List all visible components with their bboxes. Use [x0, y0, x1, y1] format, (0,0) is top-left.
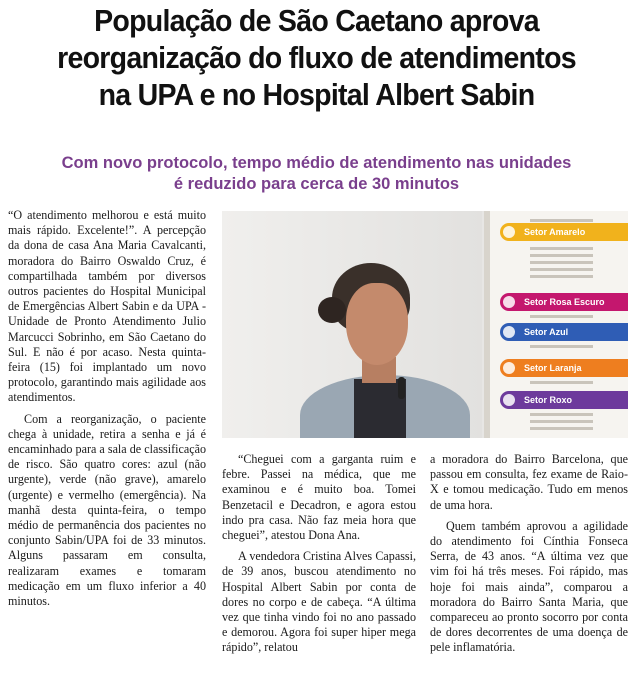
sign-row-blue — [500, 323, 628, 341]
sign-label: Setor Roxo — [524, 395, 573, 405]
headline-line: reorganização do fluxo de atendimentos — [57, 40, 576, 75]
subtitle — [0, 153, 633, 195]
sign-label: Setor Amarelo — [524, 227, 586, 237]
paragraph: “O atendimento melhorou e está muito mais rápido. Excelente!”. A percepção da dona de casa Ana Maria Cavalcanti, moradora do Bairro Oswaldo Cruz, é compartilhada também por diversos outros pacientes do Hospital Municipal de Emergências Albert Sabin e da UPA - Unidade de Pronto Atendimento Julio Marcucci Sobrinho, em São Caetano do Sul. E não é por acaso. Nesta quinta-feira (15) foi implantado um novo protocolo, garantindo mais agilidade aos atendimentos. — [8, 208, 206, 405]
headline — [25, 2, 607, 113]
article-column-1 — [8, 208, 206, 615]
sign-sublines — [530, 409, 620, 434]
face — [346, 283, 408, 365]
headline-line: na UPA e no Hospital Albert Sabin — [98, 77, 535, 112]
sign-row-purple — [500, 391, 628, 409]
paragraph: Com a reorganização, o paciente chega à unidade, retira a senha e já é encaminhado para a sala de classificação de risco. São quatro cores: azul (não urgente), verde (não grave), amarelo (urgente) e vermelho (emergência). Na manhã desta quinta-feira, o tempo médio de permanência dos pacientes no conjunto Sabin/UPA foi de 33 minutos. Alguns passaram em consulta, realizaram exames e tomaram medicação em um fluxo inferior a 40 minutos. — [8, 411, 206, 609]
arrow-icon — [503, 226, 515, 238]
paragraph: Quem também aprovou a agilidade do atendimento foi Cínthia Fonseca Serra, de 43 anos. “A última vez que vim foi há três meses. Foi rápido, mas hoje foi mais ainda”, comparou a moradora do Bairro Santa Maria, que compareceu ao pronto socorro por conta de dores decorrentes de uma doença de pele inflamatória. — [430, 518, 628, 655]
paragraph: a moradora do Bairro Barcelona, que passou em consulta, fez exame de Raio-X e tomou medicação. Tudo em menos de uma hora. — [430, 452, 628, 512]
arrow-icon — [503, 296, 515, 308]
sign-sublines — [530, 377, 620, 388]
subtitle-line: Com novo protocolo, tempo médio de atendimento nas unidades — [61, 154, 572, 172]
paragraph: “Cheguei com a garganta ruim e febre. Passei na médica, que me examinou e é muito boa. Tomei Benzetacil e Decadron, e agora estou indo pra casa. Não faz meia hora que cheguei”, atestou Dona Ana. — [222, 452, 416, 543]
sign-label: Setor Rosa Escuro — [524, 297, 605, 307]
sign-sublines — [530, 311, 620, 322]
arrow-icon — [503, 326, 515, 338]
sign-label: Setor Azul — [524, 327, 569, 337]
sign-row-yellow — [500, 223, 628, 241]
sign-sublines — [530, 243, 620, 282]
sign-row-pink — [500, 293, 628, 311]
sign-label: Setor Laranja — [524, 363, 582, 373]
sector-sign-panel — [484, 211, 628, 438]
paragraph: A vendedora Cristina Alves Capassi, de 39 anos, buscou atendimento no Hospital Albert Sabin por conta de dores no corpo e de cabeça. “A última vez que tinha vindo foi no ano passado e demorou. Agora foi super hiper mega rápido”, relatou — [222, 549, 416, 655]
arrow-icon — [503, 362, 515, 374]
article-column-2 — [222, 452, 416, 662]
article-column-3 — [430, 452, 628, 662]
microphone-icon — [398, 377, 405, 399]
article-photo — [222, 211, 628, 438]
arrow-icon — [503, 394, 515, 406]
sign-row-orange — [500, 359, 628, 377]
hair-bun — [318, 297, 346, 323]
woman-figure — [280, 257, 490, 438]
subtitle-line: é reduzido para cerca de 30 minutos — [173, 175, 460, 193]
headline-line: População de São Caetano aprova — [94, 3, 539, 38]
sign-sublines — [530, 341, 620, 352]
